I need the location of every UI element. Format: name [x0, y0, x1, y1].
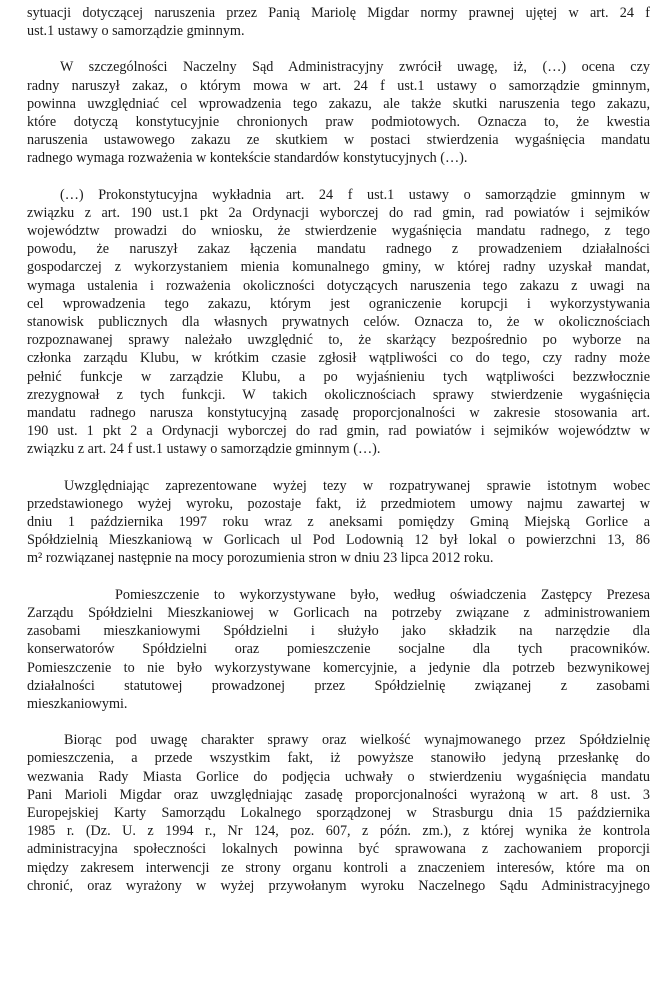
paragraph-4 — [27, 477, 650, 568]
text-line: gospodarczej z wykorzystaniem mienia komunalnego gminy, w której radny uzyskał mandat, — [27, 259, 650, 276]
text-line: związku z art. 190 ust.1 pkt 2a Ordynacji wyborczej do rad gmin, rad powiatów i sejmików — [27, 204, 650, 221]
paragraph-gap — [27, 168, 650, 186]
text-line: 1985 r. (Dz. U. z 1994 r., Nr 124, poz. 607, z późn. zm.), z której wynika że kontrola — [27, 823, 650, 840]
text-line: W szczególności Naczelny Sąd Administracyjny zwrócił uwagę, iż, (…) ocena czy — [60, 59, 650, 76]
text-line: Pani Marioli Migdar oraz uwzględniając zasadę proporcjonalności wyrażoną w art. 8 ust. 3 — [27, 786, 650, 803]
text-line: konserwatorów Spółdzielni oraz pomieszczenie socjalne dla tych pracowników. — [27, 641, 650, 658]
text-line: województw prowadzi do wniosku, że stwierdzenie wygaśnięcia mandatu radnego, z tego — [27, 223, 650, 240]
paragraph-6 — [27, 731, 650, 895]
text-line: Europejskiej Karty Samorządu Lokalnego sporządzonej w Strasburgu dnia 15 października — [27, 804, 650, 821]
text-line: stanowisk publicznych dla własnych prywatnych celów. Oznacza to, że w okolicznościach — [27, 314, 650, 331]
text-line: Uwzględniając zaprezentowane wyżej tezy w rozpatrywanej sprawie istotnym wobec — [64, 477, 650, 494]
text-line: Pomieszczenie to nie było wykorzystywane komercyjnie, a jedynie dla potrzeb bezwynikowej — [27, 659, 650, 676]
text-line: zasobami mieszkaniowymi Spółdzielni i służyło jako składzik na narzędzie dla — [27, 623, 650, 640]
text-line: pomieszczenia, a przede wszystkim fakt, iż powyższe stanowiło jedyną przesłankę do — [27, 750, 650, 767]
text-line: powinna uwzględniać cel wprowadzenia tego zakazu, ale także skutki naruszenia tego zakazu, — [27, 95, 650, 112]
text-line: cel wprowadzenia tego zakazu, którym jest ograniczenie korupcji i wykorzystywania — [27, 295, 650, 312]
paragraph-gap — [27, 459, 650, 477]
text-line: rozpoznawanej sprawy należało uwzględnić to, że skarżący bezpośrednio po wyborze na — [27, 332, 650, 349]
text-line: mieszkaniowymi. — [27, 695, 128, 712]
text-line: przedstawionego wyżej wyroku, pozostaje fakt, iż przedmiotem umowy najmu zawartej w — [27, 495, 650, 512]
text-line: mandatu radnego narusza konstytucyjną zasadę proporcjonalności w zakresie stosowania art. — [27, 405, 650, 422]
text-line: związku z art. 24 f ust.1 ustawy o samorządzie gminnym (…). — [27, 441, 381, 458]
text-line: pełnić funkcje w zarządzie Klubu, a po wyjaśnieniu tych wątpliwości bezzwłocznie — [27, 368, 650, 385]
text-line: (…) Prokonstytucyjna wykładnia art. 24 f ust.1 ustawy o samorządzie gminnym w — [60, 186, 650, 203]
paragraph-gap — [27, 568, 650, 586]
paragraph-gap — [27, 40, 650, 58]
text-line: które dotyczą konstytucyjnie chronionych praw podmiotowych. Oznacza to, że kwestia — [27, 114, 650, 131]
text-line: m² rozwiązanej następnie na mocy porozumienia stron w dniu 23 lipca 2012 roku. — [27, 550, 494, 567]
text-line: między zakresem interwencji ze strony organu kontroli a znaczeniem interesów, które ma on — [27, 859, 650, 876]
paragraph-1 — [27, 4, 650, 40]
text-line: naruszenia ustawowego zakazu ze skutkiem w postaci stwierdzenia wygaśnięcia mandatu — [27, 132, 650, 149]
paragraph-gap — [27, 713, 650, 731]
text-line: sytuacji dotyczącej naruszenia przez Panią Mariolę Migdar normy prawnej ujętej w art. 24 f — [27, 5, 650, 21]
text-line: administracyjna społeczności lokalnych powinna być sprawowana z zachowaniem proporcji — [27, 841, 650, 858]
text-line: wezwania Rady Miasta Gorlice do podjęcia uchwały o stwierdzeniu wygaśnięcia mandatu — [27, 768, 650, 785]
text-line: Pomieszczenie to wykorzystywane było, według oświadczenia Zastępcy Prezesa — [115, 586, 650, 603]
text-line: radnego wymaga rozważenia w kontekście standardów konstytucyjnych (…). — [27, 150, 468, 167]
text-line: działalności statutowej prowadzonej przez Spółdzielnię związanej z zasobami — [27, 677, 650, 694]
text-line: dniu 1 października 1997 roku wraz z aneksami pomiędzy Gminą Miejską Gorlice a — [27, 514, 650, 531]
text-line: radny naruszył zakaz, o którym mowa w art. 24 f ust.1 ustawy o samorządzie gminnym, — [27, 77, 650, 94]
paragraph-2 — [27, 58, 650, 167]
text-line: powodu, że naruszył zakaz łączenia mandatu radnego z prowadzeniem działalności — [27, 241, 650, 258]
text-line: członka zarządu Klubu, w krótkim czasie zgłosił wątpliwości co do tego, czy radny może — [27, 350, 650, 367]
text-line: wymaga ustalenia i rozważenia okoliczności dotyczących naruszenia tego zakazu z uwagi na — [27, 277, 650, 294]
text-line: 190 ust. 1 pkt 2 a Ordynacji wyborczej do rad gmin, rad powiatów i sejmików województw w — [27, 423, 650, 440]
text-line: zrezygnował z tych funkcji. W takich okolicznościach sprawy stwierdzenie wygaśnięcia — [27, 386, 650, 403]
text-line: Spółdzielnią Mieszkaniową w Gorlicach ul Pod Lodownią 12 był lokal o powierzchni 13, 86 — [27, 532, 650, 549]
text-line: chronić, oraz wyrażony w wyżej przywołanym wyroku Naczelnego Sądu Administracyjnego — [27, 877, 650, 894]
text-line: Zarządu Spółdzielni Mieszkaniowej w Gorlicach na potrzeby związane z administrowaniem — [27, 604, 650, 621]
text-line: Biorąc pod uwagę charakter sprawy oraz wielkość wynajmowanego przez Spółdzielnię — [64, 732, 650, 749]
paragraph-5 — [27, 586, 650, 713]
paragraph-3 — [27, 186, 650, 459]
text-line: ust.1 ustawy o samorządzie gminnym. — [27, 23, 245, 40]
